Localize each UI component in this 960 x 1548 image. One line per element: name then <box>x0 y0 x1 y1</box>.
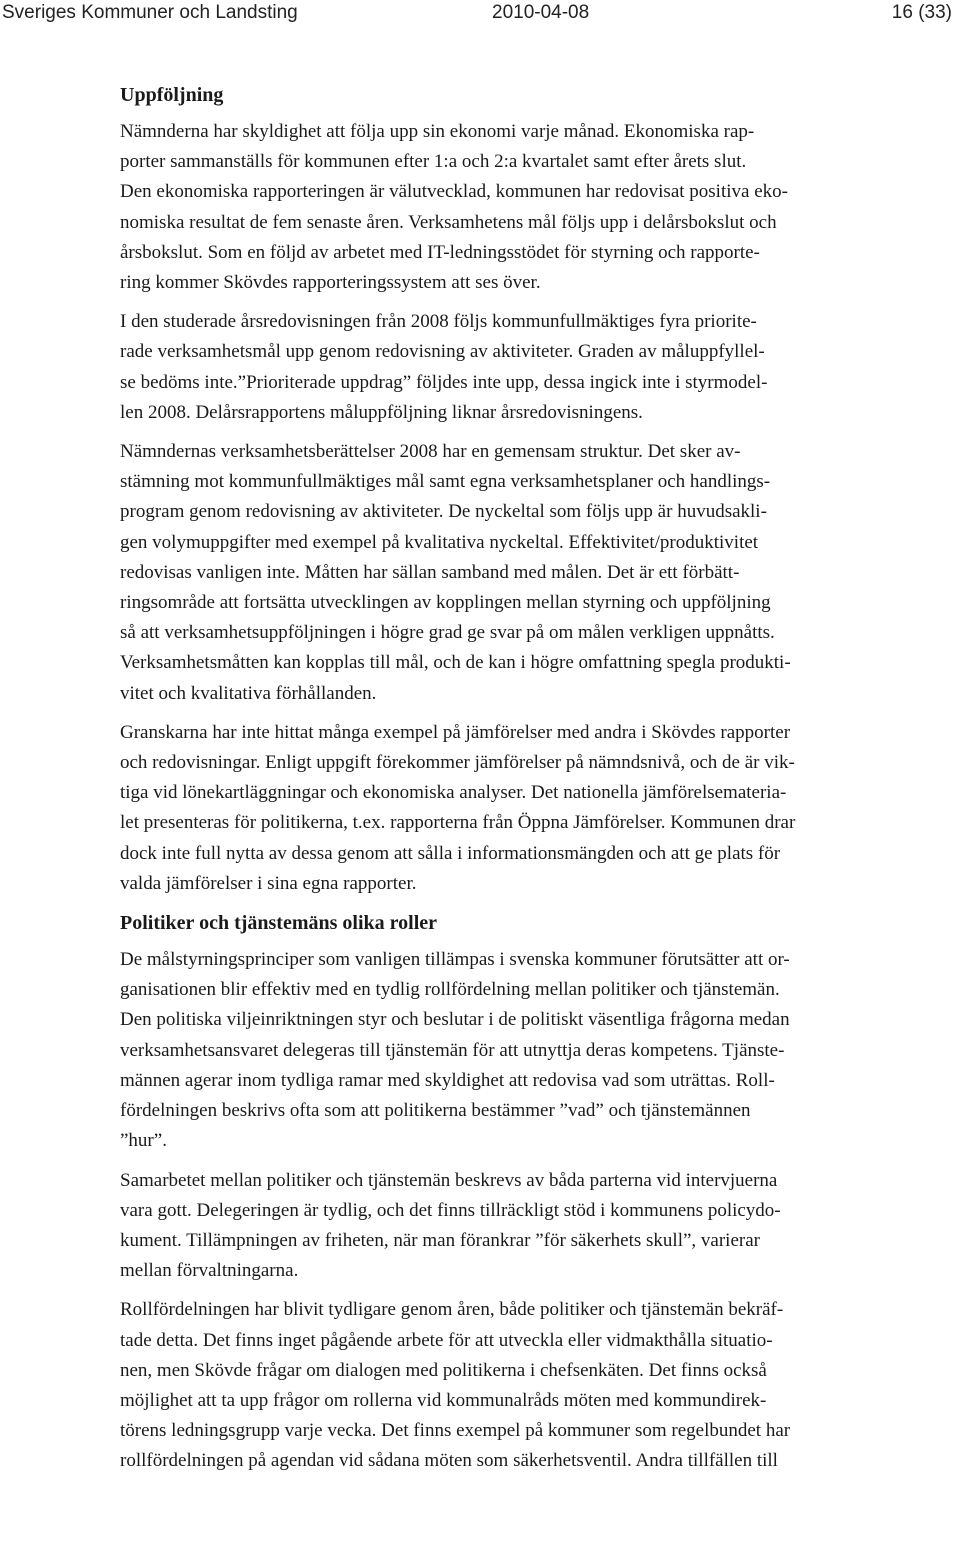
text-line: ganisationen blir effektiv med en tydlig rollfördelning mellan politiker och tjänstemän. <box>120 979 780 1001</box>
text-line: männen agerar inom tydliga ramar med skyldighet att redovisa vad som uträttas. Roll- <box>120 1069 775 1091</box>
text-line: program genom redovisning av aktiviteter. De nyckeltal som följs upp är huvudsakli- <box>120 501 767 523</box>
text-line: gen volymuppgifter med exempel på kvalitativa nyckeltal. Effektivitet/produktivitet <box>120 531 759 553</box>
paragraph <box>120 718 910 899</box>
text-line: dock inte full nytta av dessa genom att sålla i informationsmängden och att ge plats för <box>120 842 781 864</box>
paragraph <box>120 945 910 1156</box>
text-line: se bedöms inte.”Prioriterade uppdrag” följdes inte upp, dessa ingick inte i styrmodel- <box>120 371 768 393</box>
text-line: rollfördelningen på agendan vid sådana möten som säkerhetsventil. Andra tillfällen till <box>120 1450 778 1472</box>
text-line: Verksamhetsmåtten kan kopplas till mål, och de kan i högre omfattning spegla produkti- <box>120 652 791 674</box>
section-heading: Politiker och tjänstemäns olika roller <box>120 912 438 935</box>
text-line: len 2008. Delårsrapportens måluppföljning liknar årsredovisningens. <box>120 401 643 423</box>
text-line: Den politiska viljeinriktningen styr och beslutar i de politiskt väsentliga frågorna medan <box>120 1009 790 1031</box>
text-line: tade detta. Det finns inget pågående arbete för att utveckla eller vidmakthålla situatio- <box>120 1329 773 1351</box>
paragraph <box>120 307 910 428</box>
text-line: let presenteras för politikerna, t.ex. rapporterna från Öppna Jämförelser. Kommunen drar <box>120 812 796 834</box>
text-line: ring kommer Skövdes rapporteringssystem att ses över. <box>120 272 541 294</box>
text-line: årsbokslut. Som en följd av arbetet med IT-ledningsstödet för styrning och rapporte- <box>120 241 760 263</box>
text-line: porter sammanställs för kommunen efter 1:a och 2:a kvartalet samt efter årets slut. <box>120 151 747 173</box>
text-line: möjlighet att ta upp frågor om rollerna vid kommunalråds möten med kommundirek- <box>120 1389 767 1411</box>
text-line: rade verksamhetsmål upp genom redovisning av aktiviteter. Graden av måluppfyllel- <box>120 341 765 363</box>
paragraph <box>120 437 910 709</box>
text-line: törens ledningsgrupp varje vecka. Det finns exempel på kommuner som regelbundet har <box>120 1420 791 1442</box>
paragraph <box>120 117 910 298</box>
header-page-number: 16 (33) <box>891 2 952 23</box>
header-date: 2010-04-08 <box>492 2 590 23</box>
text-line: fördelningen beskrivs ofta som att politikerna bestämmer ”vad” och tjänstemännen <box>120 1100 751 1122</box>
text-line: tiga vid lönekartläggningar och ekonomiska analyser. Det nationella jämförelsemateria- <box>120 782 787 804</box>
text-line: redovisas vanligen inte. Måtten har sällan samband med målen. Det är ett förbätt- <box>120 561 740 583</box>
text-line: Samarbetet mellan politiker och tjänstemän beskrevs av båda parterna vid intervjuerna <box>120 1169 778 1191</box>
text-line: De målstyrningsprinciper som vanligen tillämpas i svenska kommuner förutsätter att or- <box>120 949 790 971</box>
document-body <box>120 80 910 1486</box>
text-line: I den studerade årsredovisningen från 2008 följs kommunfullmäktiges fyra priorite- <box>120 311 757 333</box>
text-line: nomiska resultat de fem senaste åren. Verksamhetens mål följs upp i delårsbokslut och <box>120 211 777 233</box>
text-line: nen, men Skövde frågar om dialogen med politikerna i chefsenkäten. Det finns också <box>120 1359 767 1381</box>
header-organization: Sveriges Kommuner och Landsting <box>2 2 298 23</box>
section-heading: Uppföljning <box>120 84 224 106</box>
text-line: Rollfördelningen har blivit tydligare genom åren, både politiker och tjänstemän bekräf- <box>120 1299 784 1321</box>
text-line: Nämnderna har skyldighet att följa upp sin ekonomi varje månad. Ekonomiska rap- <box>120 121 755 142</box>
text-line: ringsområde att fortsätta utvecklingen av kopplingen mellan styrning och uppföljning <box>120 592 771 614</box>
text-line: och redovisningar. Enligt uppgift förekommer jämförelser på nämndsnivå, och de är vik- <box>120 752 795 774</box>
text-line: mellan förvaltningarna. <box>120 1260 299 1282</box>
text-line: valda jämförelser i sina egna rapporter. <box>120 872 417 894</box>
paragraph <box>120 1166 910 1287</box>
text-line: kument. Tillämpningen av friheten, när man förankrar ”för säkerhets skull”, varierar <box>120 1229 760 1251</box>
page-header <box>0 2 960 26</box>
text-line: så att verksamhetsuppföljningen i högre grad ge svar på om målen verkligen uppnåtts. <box>120 622 775 644</box>
text-line: Den ekonomiska rapporteringen är välutvecklad, kommunen har redovisat positiva eko- <box>120 181 788 203</box>
text-line: Granskarna har inte hittat många exempel på jämförelser med andra i Skövdes rapporter <box>120 721 791 743</box>
text-line: Nämndernas verksamhetsberättelser 2008 har en gemensam struktur. Det sker av- <box>120 441 741 463</box>
text-line: vara gott. Delegeringen är tydlig, och det finns tillräckligt stöd i kommunens policydo- <box>120 1199 781 1221</box>
text-line: vitet och kvalitativa förhållanden. <box>120 682 377 704</box>
paragraph <box>120 1295 910 1476</box>
text-line: stämning mot kommunfullmäktiges mål samt egna verksamhetsplaner och handlings- <box>120 471 771 493</box>
text-line: ”hur”. <box>120 1130 167 1152</box>
text-line: verksamhetsansvaret delegeras till tjänstemän för att utnyttja deras kompetens. Tjänste- <box>120 1039 785 1061</box>
